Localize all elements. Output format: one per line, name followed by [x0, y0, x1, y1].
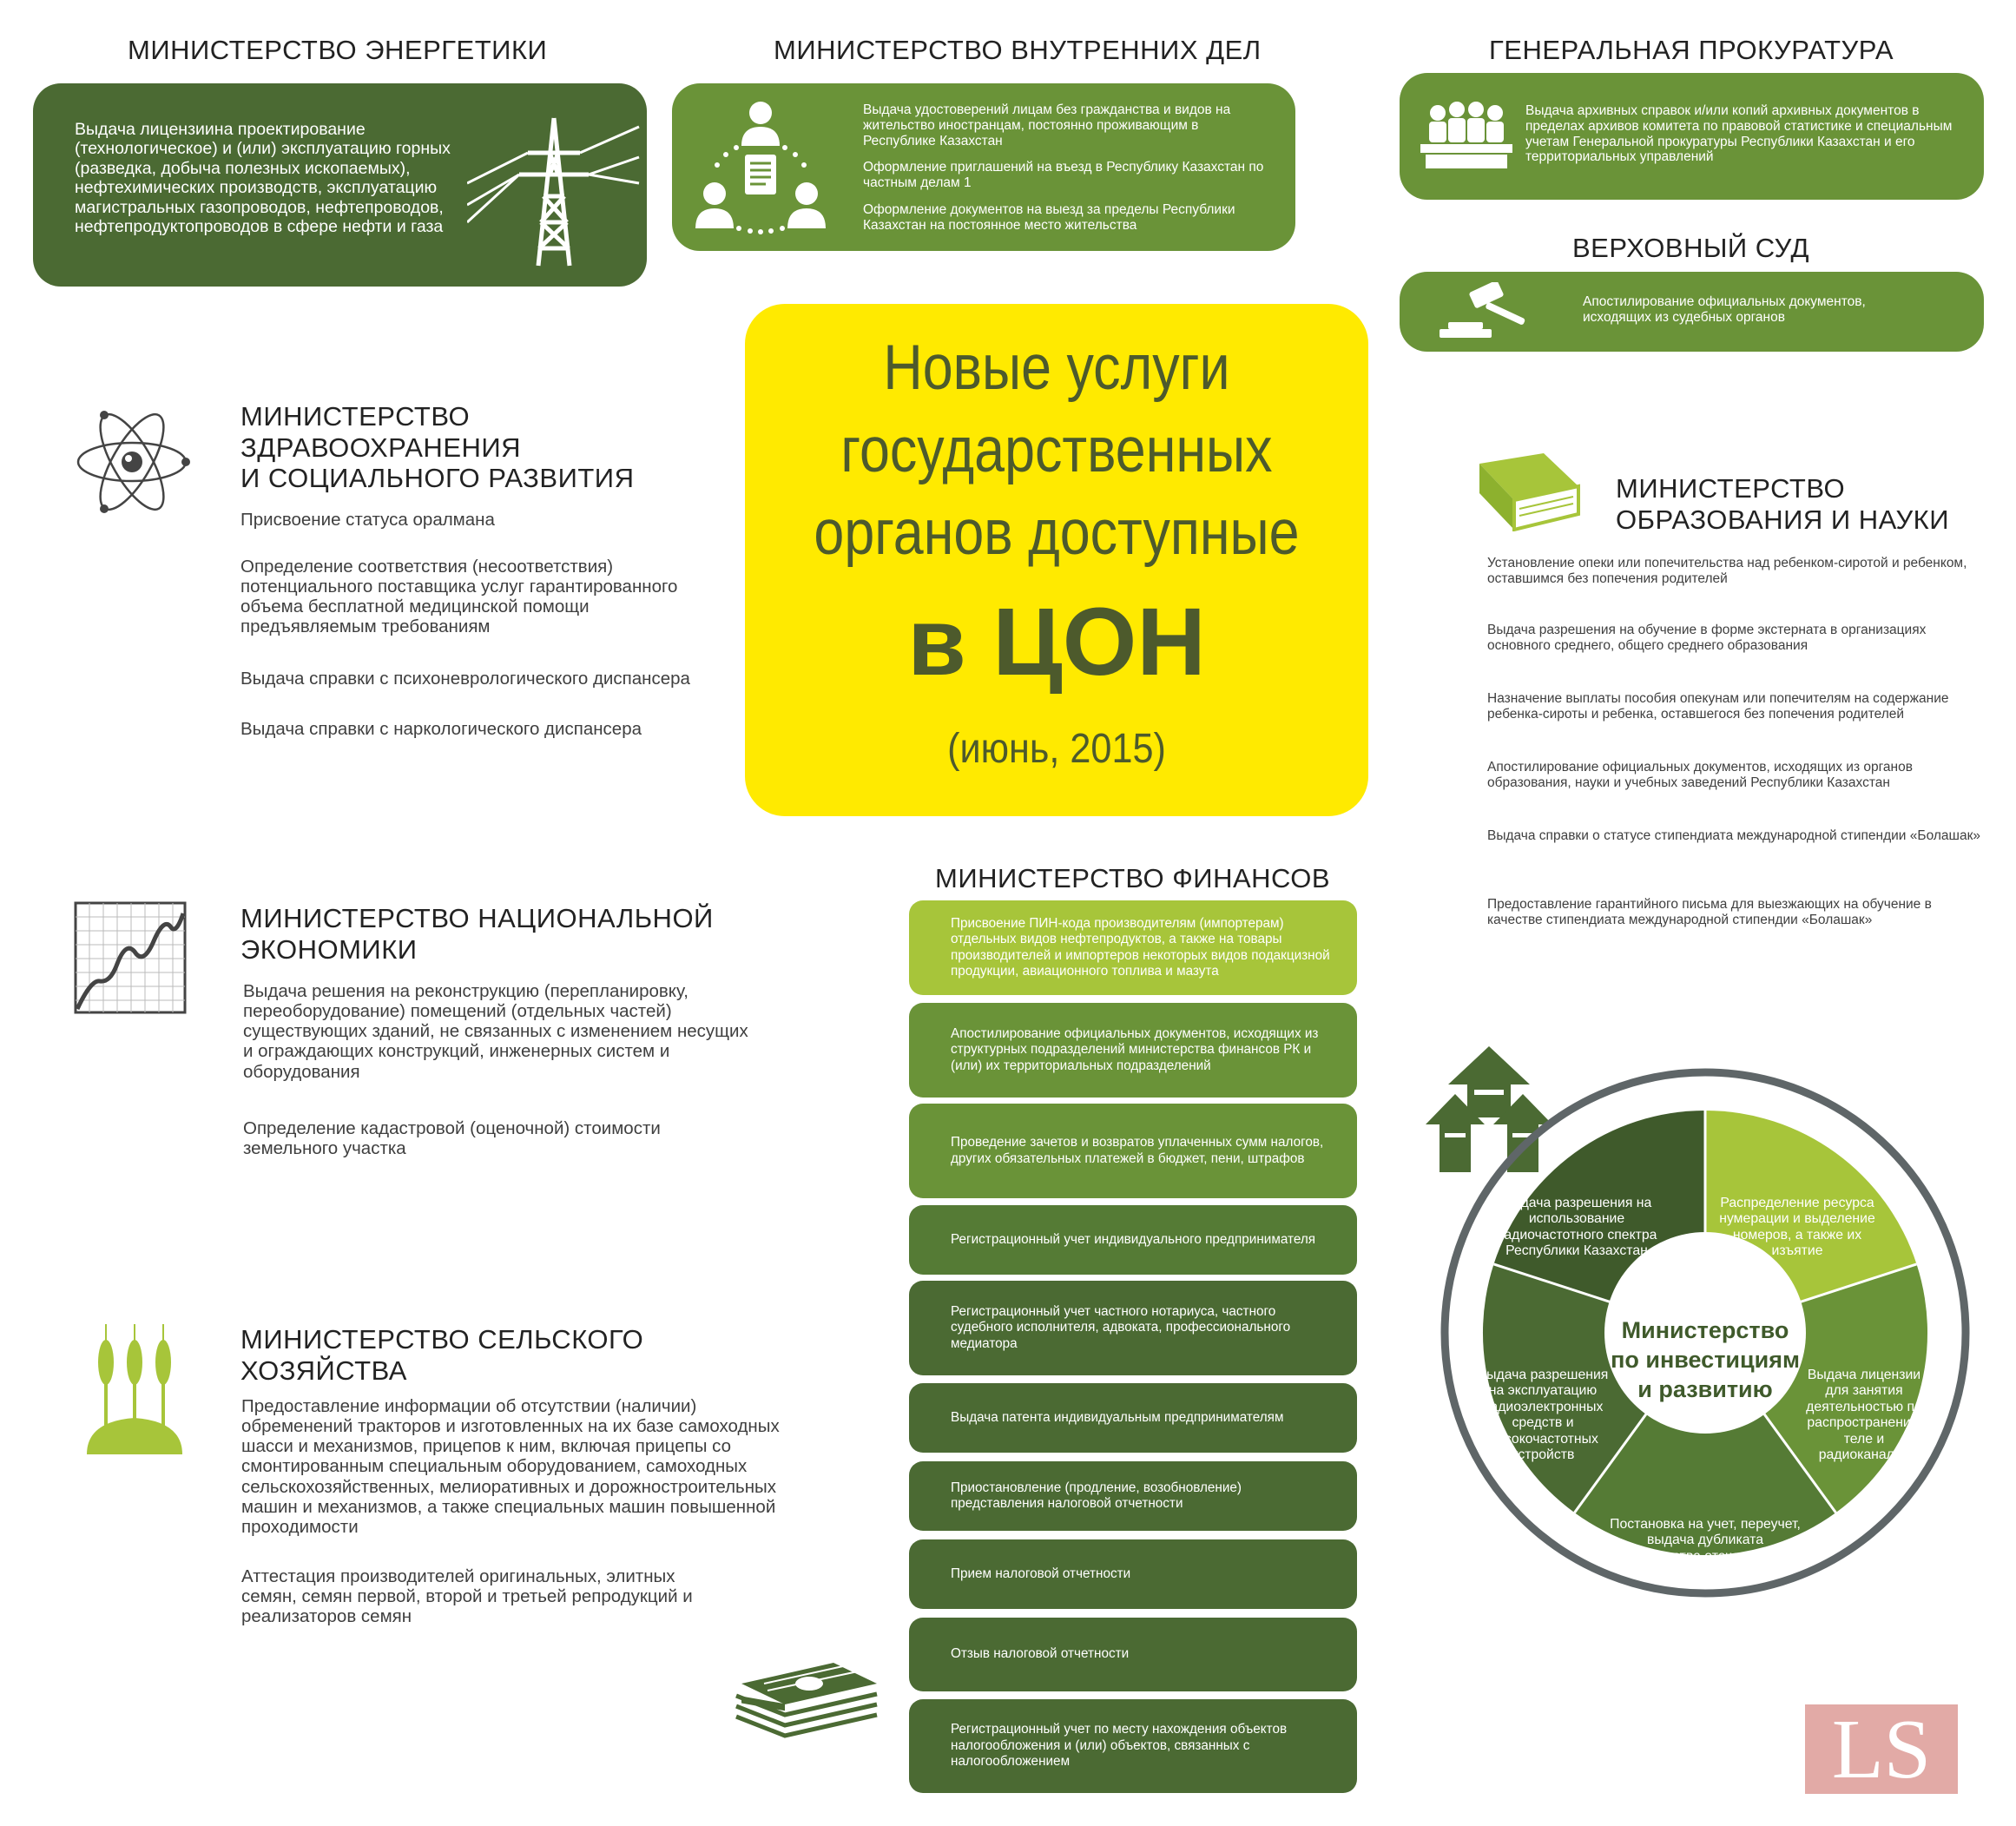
education-title-line: ОБРАЗОВАНИЯ И НАУКИ: [1616, 504, 1949, 535]
economy-title-line: МИНИСТЕРСТВО НАЦИОНАЛЬНОЙ: [240, 903, 714, 933]
economy-title-line: ЭКОНОМИКИ: [240, 933, 418, 965]
agriculture-item: Предоставление информации об отсутствии (наличии) обременений тракторов и изготовленных на их базе самоходных шасси и механизмов, прицепов к ним, включая прицепы со смонтированным специальным оборудованием, самоходных сельскохозяйственных, мелиоративных и дорожностроительных машин и механизмов, а также специальных машин повышенной проходимости: [241, 1396, 780, 1537]
health-item: Определение соответствия (несоответствия) потенциального поставщика услуг гарантированного объема бесплатной медицинской помощи предъявляемым требованиям: [240, 557, 678, 637]
economy-item: Определение кадастровой (оценочной) стоимости земельного участка: [243, 1118, 661, 1159]
education-item: Назначение выплаты пособия опекунам или попечителям на содержание ребенка-сироты и ребенка, оставшегося без попечения родителей: [1487, 691, 1949, 722]
energy-text: Выдача лицензиина проектирование (технологическое) и (или) эксплуатацию горных (разведка, добыча полезных ископаемых), нефтехимических производств, эксплуатацию магистральных газопроводов, нефтепроводов, нефтепродуктопроводов в сфере нефти и газа: [75, 120, 451, 237]
energy-panel: [33, 83, 647, 287]
finance-item: Апостилирование официальных документов, исходящих из структурных подразделений министерства финансов РК и (или) их территориальных подразделений: [909, 1003, 1357, 1098]
court-title: ВЕРХОВНЫЙ СУД: [1572, 233, 1809, 263]
agriculture-title-line: МИНИСТЕРСТВО СЕЛЬСКОГО: [240, 1324, 644, 1355]
headline-line: государственных: [840, 415, 1273, 485]
education-title-line: МИНИСТЕРСТВО: [1616, 473, 1846, 504]
energy-title: МИНИСТЕРСТВО ЭНЕРГЕТИКИ: [128, 35, 548, 65]
headline-emphasis: в ЦОН: [907, 589, 1206, 695]
health-title-line: И СОЦИАЛЬНОГО РАЗВИТИЯ: [240, 463, 635, 494]
health-item: Выдача справки с психоневрологического диспансера: [240, 669, 690, 689]
headline-title: [788, 326, 1324, 574]
education-item: Предоставление гарантийного письма для выезжающих на обучение в качестве стипендиата международной стипендии «Болашак»: [1487, 897, 1932, 927]
agriculture-title-line: ХОЗЯЙСТВА: [240, 1355, 407, 1386]
ls-logo: LS: [1805, 1704, 1958, 1794]
atom-icon: [71, 401, 193, 523]
economy-title: [240, 903, 714, 965]
education-item: Апостилирование официальных документов, исходящих из органов образования, науки и учебных заведений Республики Казахстан: [1487, 760, 1913, 790]
audience-icon: [1419, 101, 1514, 170]
headline-line: органов доступные: [814, 498, 1300, 568]
money-stack-icon: [729, 1654, 882, 1741]
finance-item: Регистрационный учет частного нотариуса, частного судебного исполнителя, адвоката, профессионального медиатора: [909, 1281, 1357, 1375]
investment-center: [1604, 1316, 1806, 1404]
interior-item: Оформление приглашений на въезд в Республику Казахстан по частным делам 1: [863, 160, 1264, 191]
health-item: Выдача справки с наркологического диспансера: [240, 719, 642, 739]
prosecutor-text: Выдача архивных справок и/или копий архивных документов в пределах архивов комитета по правовой статистике и специальным учетам Генеральной прокуратуры Республики Казахстан и его территориальных управлений: [1525, 103, 1953, 165]
headline-date: (июнь, 2015): [947, 726, 1166, 772]
finance-item: Регистрационный учет индивидуального предпринимателя: [909, 1205, 1357, 1275]
wheat-icon: [87, 1324, 182, 1454]
health-item: Присвоение статуса оралмана: [240, 510, 495, 530]
finance-item: Регистрационный учет по месту нахождения объектов налогообложения и (или) объектов, связанных с налогообложением: [909, 1699, 1357, 1793]
health-title: [240, 401, 634, 494]
book-icon: [1474, 452, 1580, 531]
prosecutor-panel: [1400, 73, 1984, 200]
finance-item: Прием налоговой отчетности: [909, 1539, 1357, 1609]
headline-line: Новые услуги: [883, 333, 1230, 403]
finance-item: Выдача патента индивидуальным предпринимателям: [909, 1383, 1357, 1453]
interior-item: Выдача удостоверений лицам без гражданства и видов на жительство иностранцам, постоянно проживающим в Республике Казахстан: [863, 102, 1231, 148]
interior-panel: [672, 83, 1295, 251]
investment-segment: Распределение ресурса нумерации и выделение номеров, а также их изъятие: [1719, 1196, 1875, 1259]
investment-segment: Выдача разрешения на эксплуатацию радиоэлектронных средств и высокочастотных устройств: [1477, 1368, 1609, 1463]
finance-item: Проведение зачетов и возвратов уплаченных сумм налогов, других обязательных платежей в бюджет, пени, штрафов: [909, 1104, 1357, 1198]
education-item: Выдача разрешения на обучение в форме экстерната в организациях основного среднего, общего среднего образования: [1487, 623, 1927, 653]
education-item: Выдача справки о статусе стипендиата международной стипендии «Болашак»: [1487, 828, 1980, 843]
finance-item: Отзыв налоговой отчетности: [909, 1618, 1357, 1691]
people-document-icon: [691, 94, 830, 241]
agriculture-title: [240, 1324, 643, 1386]
agriculture-item: Аттестация производителей оригинальных, элитных семян, семян первой, второй и третьей репродукций и реализаторов семян: [241, 1566, 693, 1627]
investment-segment: Выдача разрешения на использование радиочастотного спектра Республики Казахстан: [1496, 1196, 1657, 1259]
investment-center-line: и развитию: [1637, 1375, 1773, 1402]
headline-panel: [745, 304, 1368, 816]
prosecutor-title: ГЕНЕРАЛЬНАЯ ПРОКУРАТУРА: [1489, 35, 1894, 65]
education-title: [1616, 473, 1949, 535]
court-text: Апостилирование официальных документов, исходящих из судебных органов: [1583, 294, 1866, 325]
finance-item: Приостановление (продление, возобновление) представления налоговой отчетности: [909, 1461, 1357, 1531]
health-title-line: ЗДРАВООХРАНЕНИЯ: [240, 432, 522, 463]
investment-center-line: Министерство: [1621, 1317, 1789, 1343]
gavel-icon: [1436, 282, 1532, 343]
investment-segment: Выдача лицензии для занятия деятельностью по распространению теле и радиоканалов: [1806, 1368, 1922, 1463]
interior-title: МИНИСТЕРСТВО ВНУТРЕННИХ ДЕЛ: [774, 35, 1262, 65]
interior-item: Оформление документов на выезд за пределы Республики Казахстан на постоянное место жительства: [863, 202, 1235, 233]
growth-chart-icon: [74, 901, 187, 1014]
finance-item: Присвоение ПИН-кода производителям (импортерам) отдельных видов нефтепродуктов, а также на товары производителей и импортеров некоторых видов подакцизной продукции, авиационного топлива и мазута: [909, 900, 1357, 995]
education-item: Установление опеки или попечительства над ребенком-сиротой и ребенком, оставшимся без попечения родителей: [1487, 556, 1967, 586]
court-panel: [1400, 272, 1984, 352]
finance-title: МИНИСТЕРСТВО ФИНАНСОВ: [935, 863, 1331, 893]
interior-services: [863, 102, 1271, 245]
investment-segment: Постановка на учет, переучет, выдача дубликата свидетельства отечественного теле и радиоканала: [1607, 1517, 1803, 1580]
economy-item: Выдача решения на реконструкцию (перепланировку, переоборудование) помещений (отдельных частей) существующих зданий, не связанных с изменением несущих и ограждающих конструкций, инженерных систем и оборудования: [243, 981, 748, 1082]
health-title-line: МИНИСТЕРСТВО: [240, 401, 471, 432]
investment-center-line: по инвестициям: [1611, 1346, 1800, 1373]
power-tower-icon: [467, 101, 641, 274]
